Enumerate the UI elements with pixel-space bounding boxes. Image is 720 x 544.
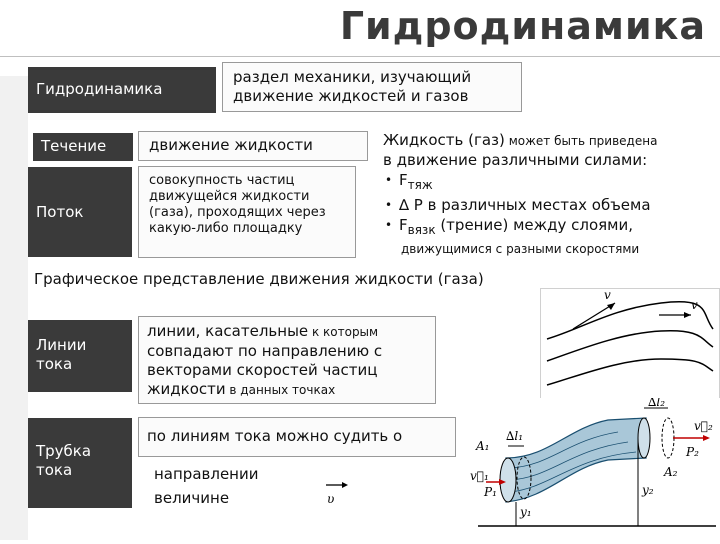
- term-tube-line2: тока: [36, 461, 73, 479]
- term-stream-tube: [28, 418, 132, 508]
- tube-direction: направлении: [154, 465, 259, 483]
- stream-tube-figure: [458, 398, 720, 540]
- label-dl1: ∆l₁: [506, 429, 524, 443]
- term-tube-line1: Трубка: [36, 442, 92, 460]
- definition-stream-tube: по линиям тока можно судить о: [138, 417, 456, 457]
- label-p2: P₂: [686, 445, 699, 459]
- term-streamlines-line2: тока: [36, 355, 73, 373]
- forces-block: [383, 131, 718, 256]
- term-flow: Течение: [33, 133, 133, 161]
- label-dl2: ∆l₂: [648, 398, 666, 409]
- label-v2: v⃗₂: [694, 419, 713, 433]
- forces-intro: [383, 131, 718, 151]
- velocity-symbol-text: υ: [327, 492, 335, 506]
- term-stream: Поток: [28, 167, 132, 257]
- velocity-vector-symbol: [318, 478, 350, 508]
- force-item: • $F_{вязк}$ (трение) между слоями,: [383, 215, 718, 240]
- label-y2: y₂: [642, 483, 654, 497]
- forces-list: [383, 170, 718, 240]
- label-v1: v⃗₁: [470, 469, 489, 483]
- forces-intro-line2: в движение различными силами:: [383, 151, 648, 169]
- left-decor-bar: [0, 76, 28, 540]
- forces-intro-main: Жидкость (газ): [383, 131, 505, 149]
- definition-stream: совокупность частиц движущейся жидкости (газа), проходящих через какую-либо площадку: [138, 166, 356, 258]
- forces-intro-small: может быть приведена: [504, 134, 658, 148]
- page-title: Гидродинамика: [339, 4, 706, 48]
- label-p1: P₁: [484, 485, 497, 499]
- label-a1: A₁: [476, 439, 490, 453]
- label-y1: y₁: [520, 505, 532, 519]
- streamlines-figure: [540, 288, 720, 408]
- graphic-heading: Графическое представление движения жидкости (газа): [34, 270, 484, 288]
- term-streamlines: [28, 320, 132, 392]
- term-hydrodynamics: Гидродинамика: [28, 67, 216, 113]
- forces-tail: движущимися с разными скоростями: [401, 242, 640, 256]
- v-label-2: v: [691, 298, 698, 312]
- tube-magnitude: величине: [154, 489, 230, 507]
- definition-flow: движение жидкости: [138, 131, 368, 161]
- definition-hydrodynamics: раздел механики, изучающий движение жидкостей и газов: [222, 62, 522, 112]
- label-a2: A₂: [664, 465, 678, 479]
- term-streamlines-line1: Линии: [36, 336, 87, 354]
- force-item: • ∆ P в различных местах объема: [383, 195, 718, 215]
- definition-streamlines: линии, касательные к которым совпадают по направлению с векторами скоростей частиц жидкости в данных точках: [138, 316, 436, 404]
- v-label-1: v: [604, 289, 611, 302]
- force-item: • $F_{тяж}$: [383, 170, 718, 195]
